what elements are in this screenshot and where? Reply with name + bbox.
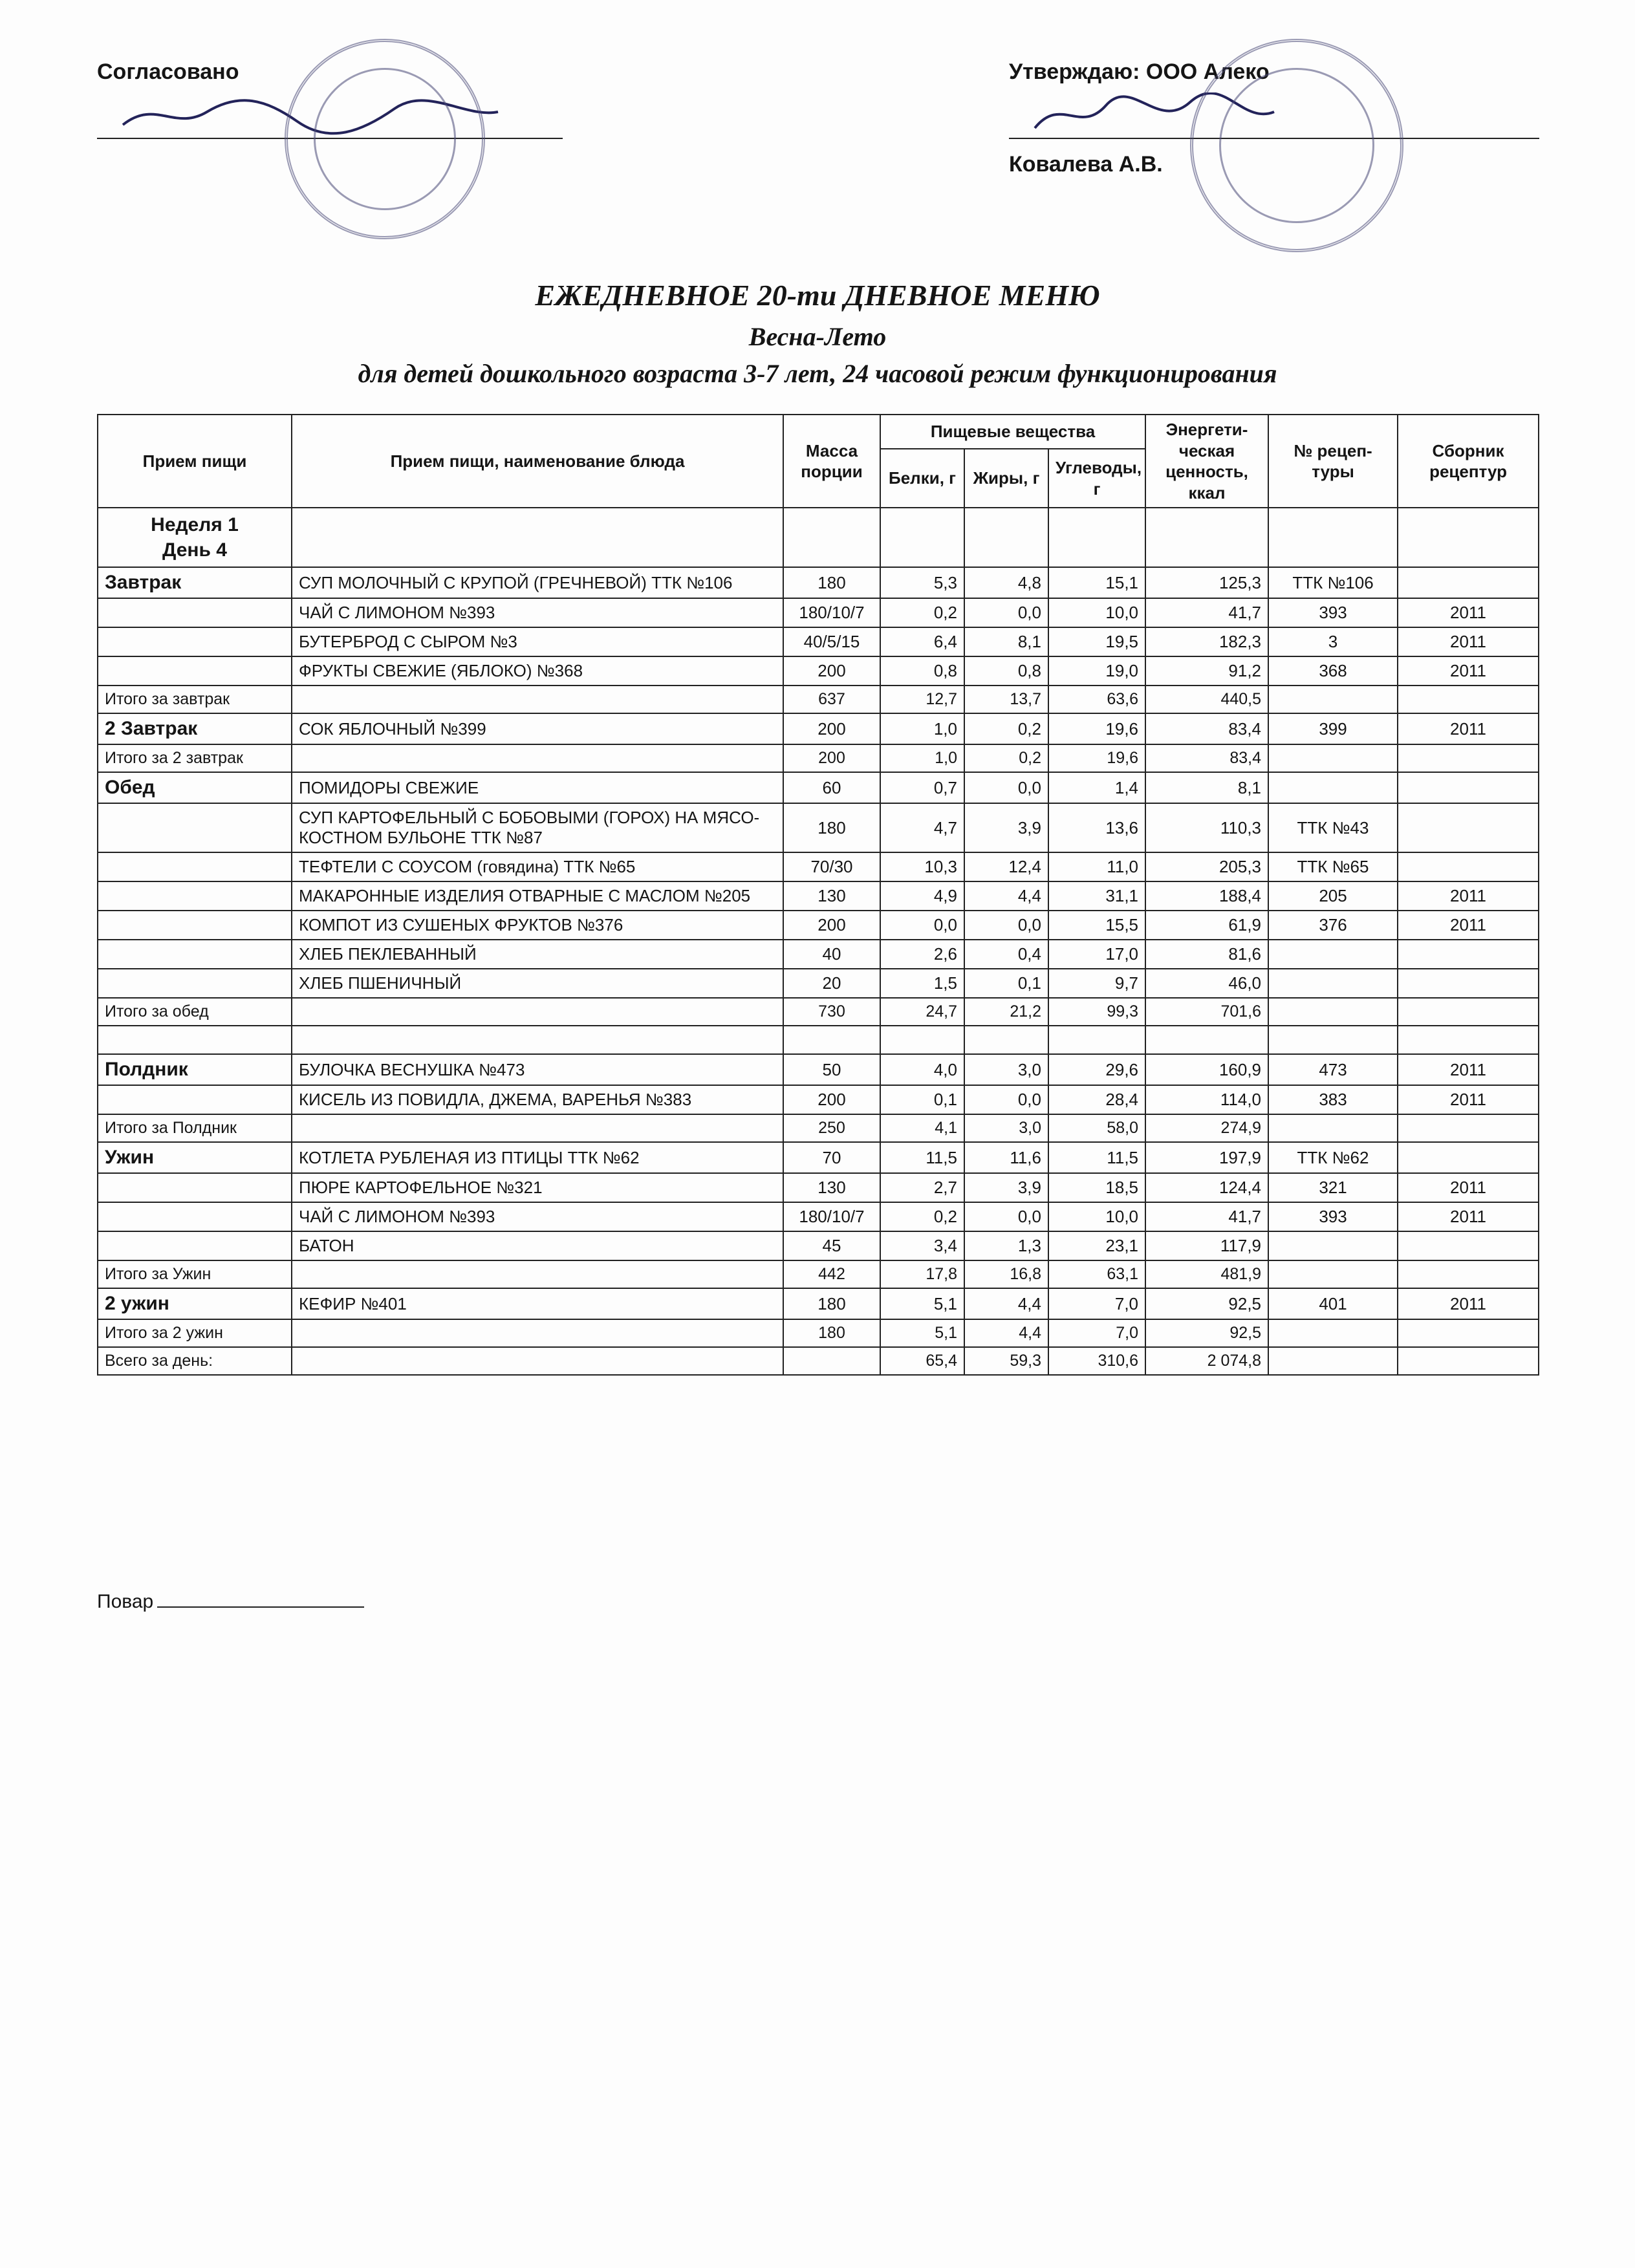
cell-protein: 2,6 [880,940,964,969]
cell-collection [1398,998,1539,1026]
cell-fat: 4,4 [964,1319,1048,1347]
cell-meal: Итого за 2 ужин [98,1319,292,1347]
cell-dish [292,1026,783,1054]
header-dish: Прием пищи, наименование блюда [292,415,783,508]
cell-protein: 1,0 [880,713,964,744]
cell-carbs: 11,0 [1048,852,1145,881]
cell-collection [1398,852,1539,881]
cell-carbs: 10,0 [1048,1202,1145,1231]
cell-recipe: ТТК №106 [1268,567,1398,598]
cell-collection [1398,1319,1539,1347]
cell-dish [292,744,783,772]
cell-fat: 59,3 [964,1347,1048,1375]
cell-mass: 180 [783,1319,880,1347]
cell-energy: 110,3 [1145,803,1268,852]
cell-dish: ХЛЕБ ПШЕНИЧНЫЙ [292,969,783,998]
cell-meal [98,803,292,852]
cell-mass: 60 [783,772,880,803]
cell-meal [98,656,292,686]
cell-protein: 5,3 [880,567,964,598]
cell-recipe: 393 [1268,1202,1398,1231]
cell-fat: 0,2 [964,713,1048,744]
cell-meal [98,969,292,998]
cell-meal [98,1202,292,1231]
cell-meal: 2 Завтрак [98,713,292,744]
approval-left-label: Согласовано [97,59,239,84]
cell-dish [292,998,783,1026]
cell-fat: 16,8 [964,1260,1048,1288]
cell-collection: 2011 [1398,627,1539,656]
cell-collection [1398,969,1539,998]
cell-meal: 2 ужин [98,1288,292,1319]
cell-collection [1398,772,1539,803]
cell-dish: ФРУКТЫ СВЕЖИЕ (ЯБЛОКО) №368 [292,656,783,686]
cell-carbs: 19,5 [1048,627,1145,656]
cell-mass: 130 [783,1173,880,1202]
cell-recipe [1268,1114,1398,1142]
cell-dish: СУП КАРТОФЕЛЬНЫЙ С БОБОВЫМИ (ГОРОХ) НА МЯСО-КОСТНОМ БУЛЬОНЕ ТТК №87 [292,803,783,852]
cell-dish: БУТЕРБРОД С СЫРОМ №3 [292,627,783,656]
cell-energy: 92,5 [1145,1288,1268,1319]
cell-carbs: 11,5 [1048,1142,1145,1173]
cell-carbs: 31,1 [1048,881,1145,911]
cell-fat: 13,7 [964,686,1048,713]
cell-dish [292,1347,783,1375]
table-row [98,881,1539,911]
cell-protein: 3,4 [880,1231,964,1260]
cell-dish: ТЕФТЕЛИ С СОУСОМ (говядина) ТТК №65 [292,852,783,881]
cell-meal [98,627,292,656]
cell-mass: 20 [783,969,880,998]
cell-collection [1398,744,1539,772]
cell-carbs [1048,1026,1145,1054]
cell-energy: 205,3 [1145,852,1268,881]
cell-recipe: 473 [1268,1054,1398,1085]
cell-collection: 2011 [1398,1054,1539,1085]
cell-recipe: 401 [1268,1288,1398,1319]
cell-fat: 0,8 [964,656,1048,686]
header-energy: Энергети-ческая ценность, ккал [1145,415,1268,508]
table-row [98,1288,1539,1319]
cell-carbs: 15,5 [1048,911,1145,940]
cell-fat: 3,9 [964,1173,1048,1202]
cell-carbs: 17,0 [1048,940,1145,969]
cell-recipe: 3 [1268,627,1398,656]
cell-carbs: 9,7 [1048,969,1145,998]
cell-carbs: 7,0 [1048,1319,1145,1347]
cell-fat: 0,0 [964,1202,1048,1231]
cell-carbs: 63,1 [1048,1260,1145,1288]
cell-fat: 1,3 [964,1231,1048,1260]
cell-meal [98,1231,292,1260]
cell-collection: 2011 [1398,1288,1539,1319]
table-row [98,1054,1539,1085]
cell-carbs: 7,0 [1048,1288,1145,1319]
cell-carbs: 63,6 [1048,686,1145,713]
cell-recipe [1268,940,1398,969]
cell-protein: 0,0 [880,911,964,940]
cell-meal [98,852,292,881]
cell-dish: ЧАЙ С ЛИМОНОМ №393 [292,1202,783,1231]
cell-collection [1398,1231,1539,1260]
cell-carbs: 28,4 [1048,1085,1145,1114]
cell-energy: 124,4 [1145,1173,1268,1202]
cell-protein: 0,1 [880,1085,964,1114]
cell-mass [783,1347,880,1375]
cell-carbs: 23,1 [1048,1231,1145,1260]
cell-mass: 130 [783,881,880,911]
header-nutrients: Пищевые вещества [880,415,1145,449]
cell-protein: 0,8 [880,656,964,686]
table-row [98,852,1539,881]
cell-fat: 0,0 [964,598,1048,627]
cell-dish: СУП МОЛОЧНЫЙ С КРУПОЙ (ГРЕЧНЕВОЙ) ТТК №106 [292,567,783,598]
cell-meal: Итого за 2 завтрак [98,744,292,772]
cell-fat: 4,4 [964,1288,1048,1319]
title-line-2: Весна-Лето [748,322,887,351]
cell-carbs: 310,6 [1048,1347,1145,1375]
cell-collection [1398,1026,1539,1054]
cell-energy: 701,6 [1145,998,1268,1026]
cell-recipe [1268,686,1398,713]
cell-meal: Полдник [98,1054,292,1085]
cell-protein: 5,1 [880,1319,964,1347]
cell-fat: 3,9 [964,803,1048,852]
total-row [98,744,1539,772]
cell-recipe: 376 [1268,911,1398,940]
cell-protein: 12,7 [880,686,964,713]
cell-dish [292,1319,783,1347]
cell-recipe [1268,998,1398,1026]
cell-carbs: 15,1 [1048,567,1145,598]
cell-recipe: 383 [1268,1085,1398,1114]
cell-collection: 2011 [1398,1085,1539,1114]
cell-dish: КИСЕЛЬ ИЗ ПОВИДЛА, ДЖЕМА, ВАРЕНЬЯ №383 [292,1085,783,1114]
total-row [98,998,1539,1026]
cell-protein: 65,4 [880,1347,964,1375]
cell-energy: 125,3 [1145,567,1268,598]
table-row [98,656,1539,686]
cell-fat: 8,1 [964,627,1048,656]
cell-energy: 117,9 [1145,1231,1268,1260]
cell-dish: КОТЛЕТА РУБЛЕНАЯ ИЗ ПТИЦЫ ТТК №62 [292,1142,783,1173]
table-row [98,1142,1539,1173]
cell-collection [1398,1114,1539,1142]
header-collection: Сборник рецептур [1398,415,1539,508]
cell-meal: Обед [98,772,292,803]
cell-mass: 442 [783,1260,880,1288]
table-row [98,1231,1539,1260]
table-row [98,969,1539,998]
menu-title [97,278,1538,389]
cell-energy: 197,9 [1145,1142,1268,1173]
week-label: Неделя 1 [151,514,239,535]
cell-recipe: ТТК №43 [1268,803,1398,852]
cell-meal [98,1026,292,1054]
cell-dish: СОК ЯБЛОЧНЫЙ №399 [292,713,783,744]
cell-recipe: ТТК №62 [1268,1142,1398,1173]
cell-recipe: ТТК №65 [1268,852,1398,881]
cell-energy: 182,3 [1145,627,1268,656]
table-row [98,911,1539,940]
table-row [98,1202,1539,1231]
cell-mass: 50 [783,1054,880,1085]
header-protein: Белки, г [880,449,964,508]
cell-recipe: 399 [1268,713,1398,744]
day-label: День 4 [162,539,227,561]
cell-dish: БАТОН [292,1231,783,1260]
cell-protein: 5,1 [880,1288,964,1319]
cell-mass: 180/10/7 [783,598,880,627]
cell-mass: 180 [783,1288,880,1319]
cell-fat: 0,0 [964,772,1048,803]
table-row [98,598,1539,627]
cell-energy: 188,4 [1145,881,1268,911]
cell-fat: 21,2 [964,998,1048,1026]
cell-fat: 0,4 [964,940,1048,969]
cell-meal: Итого за завтрак [98,686,292,713]
cell-meal [98,1085,292,1114]
cell-energy [1145,1026,1268,1054]
cell-meal: Ужин [98,1142,292,1173]
cell-protein: 1,5 [880,969,964,998]
cell-meal: Всего за день: [98,1347,292,1375]
cell-fat [964,1026,1048,1054]
cell-fat: 3,0 [964,1114,1048,1142]
cell-fat: 3,0 [964,1054,1048,1085]
cell-collection [1398,567,1539,598]
cell-protein: 0,7 [880,772,964,803]
cell-mass: 730 [783,998,880,1026]
cell-protein: 1,0 [880,744,964,772]
cell-energy: 91,2 [1145,656,1268,686]
cell-energy: 92,5 [1145,1319,1268,1347]
cell-fat: 4,8 [964,567,1048,598]
cell-collection: 2011 [1398,656,1539,686]
cell-energy: 81,6 [1145,940,1268,969]
cook-signature [97,1591,364,1613]
header-row-1 [98,415,1539,449]
cell-fat: 0,2 [964,744,1048,772]
cell-fat: 11,6 [964,1142,1048,1173]
cell-mass: 70/30 [783,852,880,881]
cell-meal: Итого за Ужин [98,1260,292,1288]
cell-collection [1398,1260,1539,1288]
cell-mass: 250 [783,1114,880,1142]
cell-dish: ПЮРЕ КАРТОФЕЛЬНОЕ №321 [292,1173,783,1202]
cell-carbs: 19,6 [1048,713,1145,744]
cell-protein: 0,2 [880,598,964,627]
cell-fat: 0,0 [964,1085,1048,1114]
cell-energy: 41,7 [1145,1202,1268,1231]
cell-fat: 0,0 [964,911,1048,940]
cell-dish [292,1114,783,1142]
cell-protein: 4,7 [880,803,964,852]
cell-protein [880,1026,964,1054]
header-mass: Масса порции [783,415,880,508]
cell-collection: 2011 [1398,713,1539,744]
cell-recipe [1268,1347,1398,1375]
cell-recipe: 393 [1268,598,1398,627]
cell-recipe [1268,1260,1398,1288]
cell-protein: 4,9 [880,881,964,911]
cell-mass: 200 [783,656,880,686]
cell-dish: ХЛЕБ ПЕКЛЕВАННЫЙ [292,940,783,969]
total-row [98,1319,1539,1347]
cell-energy: 83,4 [1145,744,1268,772]
table-row [98,772,1539,803]
cell-energy: 2 074,8 [1145,1347,1268,1375]
week-day-row [98,508,1539,567]
cell-recipe [1268,1231,1398,1260]
cell-dish [292,1260,783,1288]
total-row [98,1114,1539,1142]
cell-dish: КЕФИР №401 [292,1288,783,1319]
header-fat: Жиры, г [964,449,1048,508]
cell-collection: 2011 [1398,911,1539,940]
cell-recipe: 205 [1268,881,1398,911]
cell-energy: 83,4 [1145,713,1268,744]
table-row [98,1085,1539,1114]
approval-right-name: Ковалева А.В. [1009,151,1163,177]
cell-energy: 440,5 [1145,686,1268,713]
stamp-right [1190,39,1403,252]
cell-mass: 200 [783,713,880,744]
cell-mass: 70 [783,1142,880,1173]
cell-collection: 2011 [1398,1173,1539,1202]
cell-meal: Завтрак [98,567,292,598]
cell-energy: 481,9 [1145,1260,1268,1288]
cell-protein: 11,5 [880,1142,964,1173]
cell-energy: 114,0 [1145,1085,1268,1114]
cell-energy: 274,9 [1145,1114,1268,1142]
cell-collection: 2011 [1398,1202,1539,1231]
cell-mass: 180 [783,567,880,598]
cell-fat: 12,4 [964,852,1048,881]
cell-carbs: 29,6 [1048,1054,1145,1085]
cell-carbs: 99,3 [1048,998,1145,1026]
stamp-left [285,39,485,239]
cell-protein: 4,0 [880,1054,964,1085]
cell-energy: 61,9 [1145,911,1268,940]
total-row [98,686,1539,713]
cell-dish: БУЛОЧКА ВЕСНУШКА №473 [292,1054,783,1085]
cell-collection: 2011 [1398,598,1539,627]
cell-dish: ЧАЙ С ЛИМОНОМ №393 [292,598,783,627]
cell-recipe: 321 [1268,1173,1398,1202]
cell-recipe [1268,1026,1398,1054]
cell-carbs: 1,4 [1048,772,1145,803]
cell-mass: 200 [783,1085,880,1114]
cell-collection [1398,1347,1539,1375]
table-row [98,567,1539,598]
cell-meal: Итого за Полдник [98,1114,292,1142]
cell-collection: 2011 [1398,881,1539,911]
cell-dish: ПОМИДОРЫ СВЕЖИЕ [292,772,783,803]
cell-energy: 41,7 [1145,598,1268,627]
cell-protein: 0,2 [880,1202,964,1231]
cell-dish [292,686,783,713]
cell-recipe [1268,772,1398,803]
cell-mass: 637 [783,686,880,713]
cell-recipe: 368 [1268,656,1398,686]
cell-protein: 10,3 [880,852,964,881]
cell-collection [1398,940,1539,969]
menu-body [98,567,1539,1375]
cell-recipe [1268,1319,1398,1347]
table-row [98,940,1539,969]
cell-meal [98,940,292,969]
table-row [98,1173,1539,1202]
cell-protein: 4,1 [880,1114,964,1142]
cell-carbs: 18,5 [1048,1173,1145,1202]
table-row [98,627,1539,656]
cell-mass: 180 [783,803,880,852]
cell-mass: 45 [783,1231,880,1260]
cell-mass: 40/5/15 [783,627,880,656]
cell-meal [98,1173,292,1202]
cell-fat: 4,4 [964,881,1048,911]
cell-energy: 46,0 [1145,969,1268,998]
cell-meal [98,598,292,627]
title-line-3: для детей дошкольного возраста 3-7 лет, 24 часовой режим функционирования [358,359,1277,388]
cook-signature-line [157,1591,364,1608]
cell-fat: 0,1 [964,969,1048,998]
cell-meal [98,881,292,911]
total-row [98,1347,1539,1375]
cell-collection [1398,1142,1539,1173]
cell-dish: МАКАРОННЫЕ ИЗДЕЛИЯ ОТВАРНЫЕ С МАСЛОМ №205 [292,881,783,911]
cell-recipe [1268,744,1398,772]
cell-mass: 200 [783,744,880,772]
cell-carbs: 13,6 [1048,803,1145,852]
approval-right-label: Утверждаю: ООО Алеко [1009,59,1270,84]
table-row [98,803,1539,852]
header-recipe: № рецеп-туры [1268,415,1398,508]
header-meal: Прием пищи [98,415,292,508]
cell-collection [1398,803,1539,852]
cell-energy: 8,1 [1145,772,1268,803]
total-row [98,1260,1539,1288]
cell-carbs: 58,0 [1048,1114,1145,1142]
cell-protein: 6,4 [880,627,964,656]
cell-protein: 24,7 [880,998,964,1026]
table-row [98,713,1539,744]
blank-row [98,1026,1539,1054]
cell-energy: 160,9 [1145,1054,1268,1085]
header-carbs: Углеводы, г [1048,449,1145,508]
cell-carbs: 19,6 [1048,744,1145,772]
cell-recipe [1268,969,1398,998]
cell-protein: 2,7 [880,1173,964,1202]
cell-meal [98,911,292,940]
cell-mass: 180/10/7 [783,1202,880,1231]
title-line-1: ЕЖЕДНЕВНОЕ 20-ти ДНЕВНОЕ МЕНЮ [535,279,1100,312]
cook-label: Повар [97,1591,154,1612]
cell-carbs: 10,0 [1048,598,1145,627]
cell-meal: Итого за обед [98,998,292,1026]
cell-carbs: 19,0 [1048,656,1145,686]
cell-mass [783,1026,880,1054]
cell-collection [1398,686,1539,713]
cell-mass: 200 [783,911,880,940]
week-day-cell [98,508,292,567]
cell-protein: 17,8 [880,1260,964,1288]
cell-dish: КОМПОТ ИЗ СУШЕНЫХ ФРУКТОВ №376 [292,911,783,940]
menu-table [97,414,1539,1376]
cell-mass: 40 [783,940,880,969]
